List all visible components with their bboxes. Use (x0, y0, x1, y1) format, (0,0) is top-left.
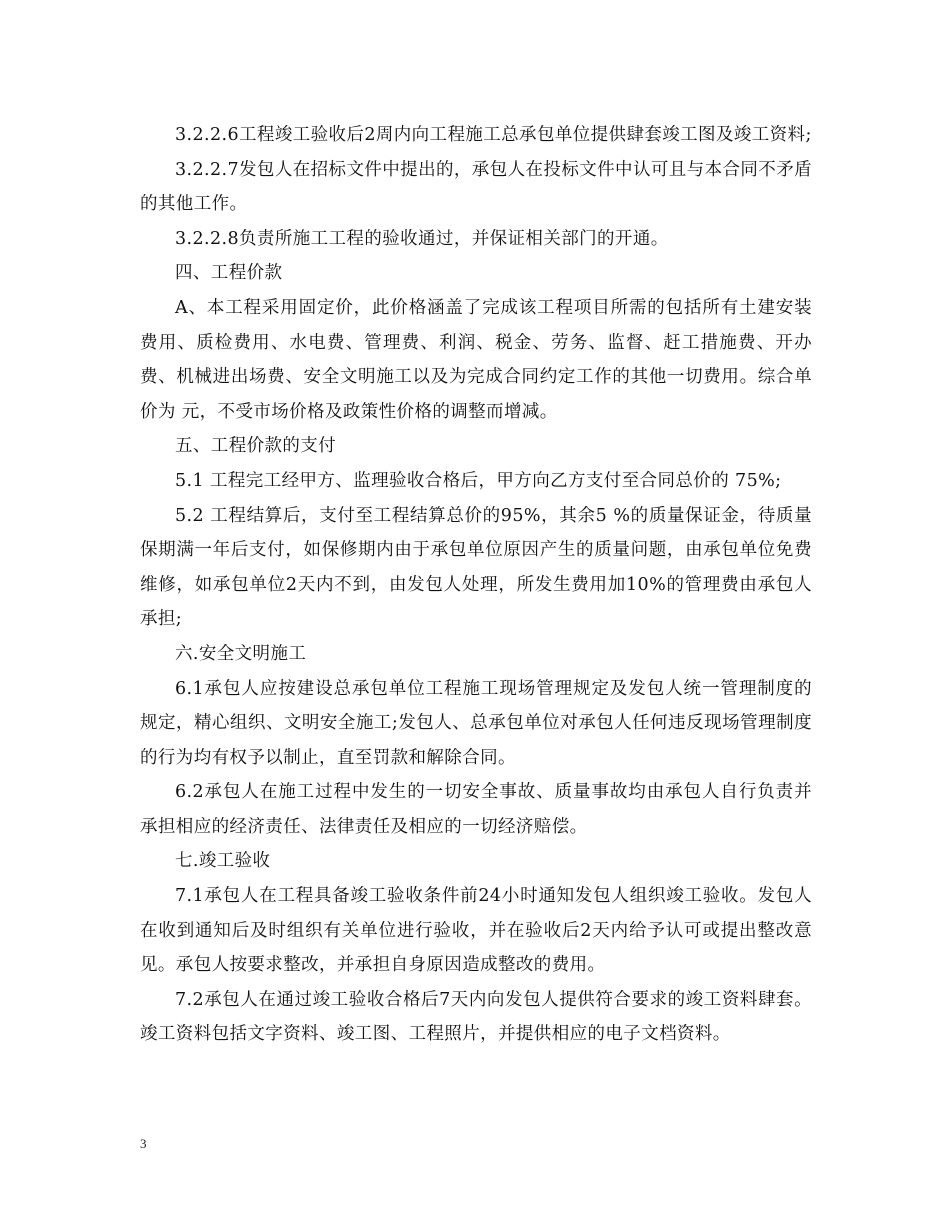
clause-5-1: 5.1 工程完工经甲方、监理验收合格后，甲方向乙方支付至合同总价的 75%; (175, 470, 782, 491)
clause-3-2-2-6: 3.2.2.6工程竣工验收后2周内向工程施工总承包单位提供肆套竣工图及竣工资料; (175, 125, 812, 145)
clause-6-1: 6.1承包人应按建设总承包单位工程施工现场管理规定及发包人统一管理制度的规定，精心组织、文明安全施工;发包人、总承包单位对承包人任何违反现场管理制度的行为均有权予以制止，直至罚款和解除合同。 (140, 678, 812, 768)
section-heading-5: 五、工程价款的支付 (175, 436, 337, 457)
clause-4-a: A、本工程采用固定价，此价格涵盖了完成该工程项目所需的包括所有土建安装费用、质检费用、水电费、管理费、利润、税金、劳务、监督、赶工措施费、开办费、机械进出场费、安全文明施工以及为完成合同约定工作的其他一切费用。综合单价为 元，不受市场价格及政策性价格的调整而增减。 (140, 297, 812, 422)
section-heading-7: 七.竣工验收 (175, 851, 271, 872)
clause-3-2-2-7: 3.2.2.7发包人在招标文件中提出的，承包人在投标文件中认可且与本合同不矛盾的其他工作。 (140, 159, 812, 215)
clause-5-2: 5.2 工程结算后，支付至工程结算总价的95%，其余5 %的质量保证金，待质量保期满一年后支付，如保修期内由于承包单位原因产生的质量问题，由承包单位免费维修，如承包单位2天内不到，由发包人处理，所发生费用加10%的管理费由承包人承担; (140, 505, 812, 630)
clause-3-2-2-8: 3.2.2.8负责所施工工程的验收通过，并保证相关部门的开通。 (175, 228, 669, 249)
section-heading-6: 六.安全文明施工 (175, 643, 307, 664)
page-number: 3 (140, 1136, 147, 1151)
clause-7-2: 7.2承包人在通过竣工验收合格后7天内向发包人提供符合要求的竣工资料肆套。竣工资料包括文字资料、竣工图、工程照片，并提供相应的电子文档资料。 (140, 989, 812, 1045)
section-heading-4: 四、工程价款 (175, 263, 283, 284)
document-body (140, 118, 812, 1052)
clause-7-1: 7.1承包人在工程具备竣工验收条件前24小时通知发包人组织竣工验收。发包人在收到通知后及时组织有关单位进行验收，并在验收后2天内给予认可或提出整改意见。承包人按要求整改，并承担自身原因造成整改的费用。 (140, 886, 812, 976)
clause-6-2: 6.2承包人在施工过程中发生的一切安全事故、质量事故均由承包人自行负责并承担相应的经济责任、法律责任及相应的一切经济赔偿。 (140, 782, 812, 837)
